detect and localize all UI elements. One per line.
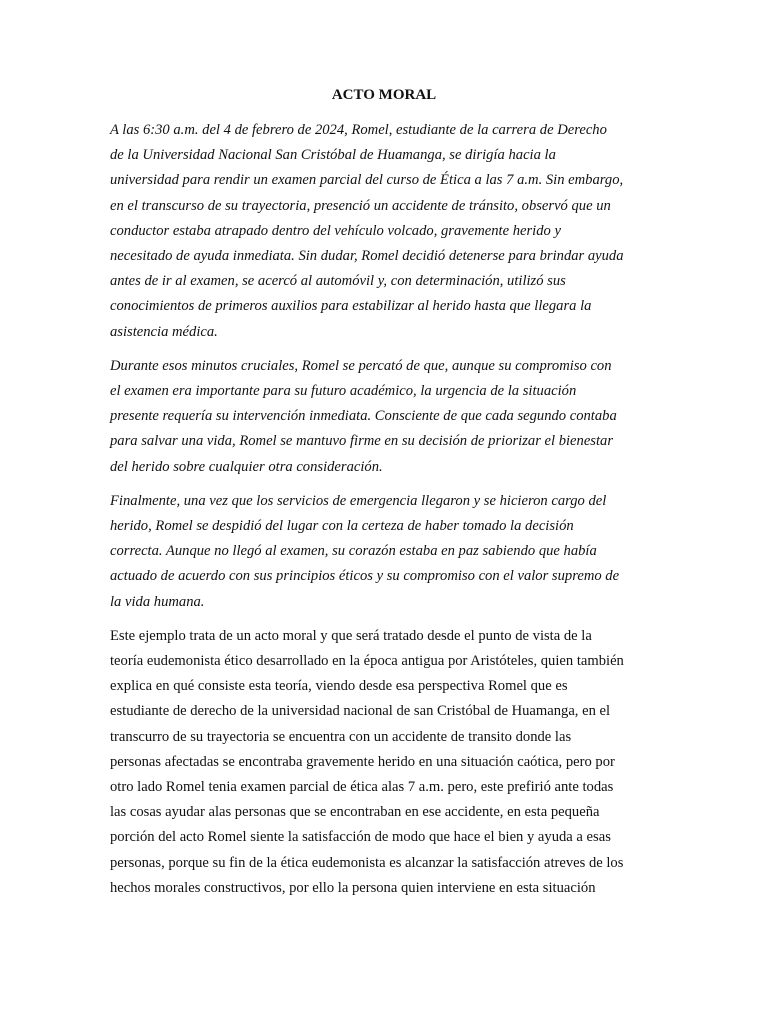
paragraph-4 [110, 624, 662, 901]
text-line: porción del acto Romel siente la satisfacción de modo que hace el bien y ayuda a esas [110, 829, 611, 846]
text-line: Finalmente, una vez que los servicios de emergencia llegaron y se hicieron cargo del [110, 492, 607, 509]
text-line: teoría eudemonista ético desarrollado en la época antigua por Aristóteles, quien también [110, 653, 624, 670]
text-line: herido, Romel se despidió del lugar con la certeza de haber tomado la decisión [110, 518, 574, 535]
text-line: A las 6:30 a.m. del 4 de febrero de 2024, Romel, estudiante de la carrera de Derecho [110, 122, 607, 138]
paragraph-2 [110, 354, 662, 480]
text-line: explica en qué consiste esta teoría, viendo desde esa perspectiva Romel que es [110, 678, 568, 695]
text-line: conductor estaba atrapado dentro del vehículo volcado, gravemente herido y [110, 222, 561, 239]
text-line: la vida humana. [110, 593, 205, 610]
text-line: para salvar una vida, Romel se mantuvo firme en su decisión de priorizar el bienestar [110, 433, 614, 450]
paragraph-3 [110, 489, 662, 615]
text-line: antes de ir al examen, se acercó al automóvil y, con determinación, utilizó sus [110, 273, 566, 290]
text-line: el examen era importante para su futuro académico, la urgencia de la situación [110, 383, 577, 400]
text-line: las cosas ayudar alas personas que se encontraban en ese accidente, en esta pequeña [110, 804, 600, 821]
text-line: de la Universidad Nacional San Cristóbal de Huamanga, se dirigía hacia la [110, 147, 556, 164]
document-body [110, 118, 662, 910]
text-line: personas, porque su fin de la ética eudemonista es alcanzar la satisfacción atreves de los [110, 854, 624, 871]
text-line: universidad para rendir un examen parcial del curso de Ética a las 7 a.m. Sin embargo, [110, 172, 624, 189]
text-line: en el transcurso de su trayectoria, presenció un accidente de tránsito, observó que un [110, 197, 611, 214]
document-title: ACTO MORAL [331, 87, 437, 103]
text-line: personas afectadas se encontraba gravemente herido en una situación caótica, pero por [110, 753, 615, 770]
text-line: asistencia médica. [110, 323, 218, 340]
text-line: hechos morales constructivos, por ello la persona quien interviene en esta situación [110, 879, 596, 896]
text-line: necesitado de ayuda inmediata. Sin dudar, Romel decidió detenerse para brindar ayuda [110, 248, 624, 265]
text-line: otro lado Romel tenia examen parcial de ética alas 7 a.m. pero, este prefirió ante todas [110, 779, 614, 796]
text-line: del herido sobre cualquier otra consideración. [110, 458, 383, 475]
text-line: presente requería su intervención inmediata. Consciente de que cada segundo contaba [110, 408, 617, 425]
text-line: estudiante de derecho de la universidad nacional de san Cristóbal de Huamanga, en el [110, 703, 611, 720]
text-line: correcta. Aunque no llegó al examen, su corazón estaba en paz sabiendo que había [110, 543, 597, 560]
text-line: conocimientos de primeros auxilios para estabilizar al herido hasta que llegara la [110, 298, 592, 315]
text-line: transcurro de su trayectoria se encuentra con un accidente de transito donde las [110, 728, 572, 745]
text-line: actuado de acuerdo con sus principios éticos y su compromiso con el valor supremo de [110, 568, 620, 585]
paragraph-1 [110, 118, 662, 345]
text-line: Durante esos minutos cruciales, Romel se percató de que, aunque su compromiso con [110, 357, 612, 374]
text-line: Este ejemplo trata de un acto moral y que será tratado desde el punto de vista de la [110, 627, 592, 644]
